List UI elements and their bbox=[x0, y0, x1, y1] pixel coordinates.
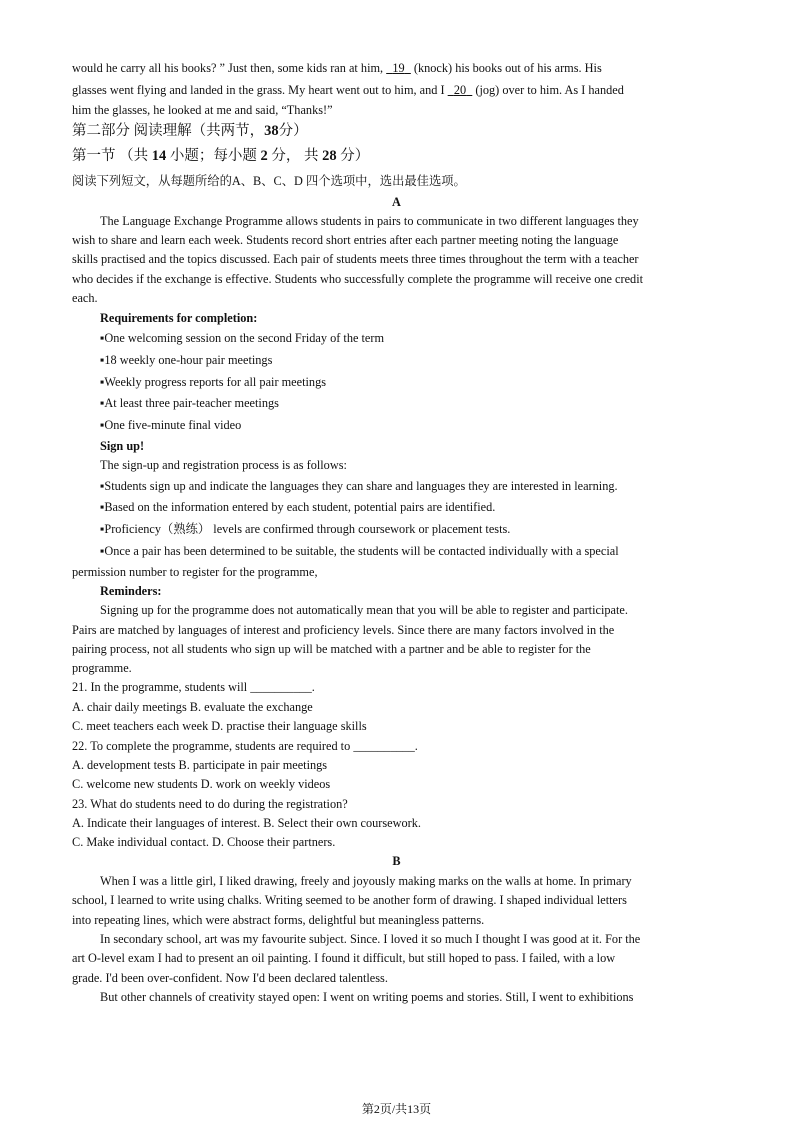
part-heading: 第二部分 阅读理解（共两节，38分） bbox=[72, 123, 308, 139]
blank-20: 20 bbox=[453, 83, 467, 97]
paragraph-line: pairing process, not all students who sign up will be matched with a partner and be able to register for the bbox=[72, 642, 591, 656]
question-options: A. development tests B. participate in pair meetings bbox=[72, 758, 328, 772]
question-stem: 22. To complete the programme, students are required to __________. bbox=[72, 739, 418, 753]
page-number: 第2页/共13页 bbox=[361, 1102, 432, 1116]
list-item: ▪At least three pair-teacher meetings bbox=[100, 396, 279, 410]
passage-label: B bbox=[392, 854, 401, 868]
subheading: Reminders: bbox=[100, 584, 162, 598]
passage-label: A bbox=[392, 195, 401, 209]
subheading: Sign up! bbox=[100, 439, 145, 453]
list-item: ▪Based on the information entered by each student, potential pairs are identified. bbox=[100, 500, 496, 514]
list-item: ▪Once a pair has been determined to be suitable, the students will be contacted individually with a special bbox=[100, 544, 619, 558]
paragraph-line: grade. I'd been over-confident. Now I'd been declared talentless. bbox=[72, 971, 388, 985]
paragraph-line: Signing up for the programme does not automatically mean that you will be able to register and participate. bbox=[100, 603, 628, 617]
question-options: C. meet teachers each week D. practise their language skills bbox=[72, 719, 367, 733]
question-options: A. chair daily meetings B. evaluate the exchange bbox=[72, 700, 313, 714]
paragraph-line: skills practised and the topics discussed. Each pair of students meets three times throughout the term with a teacher bbox=[72, 252, 639, 266]
question-options: C. welcome new students D. work on weekly videos bbox=[72, 777, 331, 791]
text-line: him the glasses, he looked at me and said, “Thanks!” bbox=[72, 103, 333, 117]
list-item: ▪Proficiency（熟练） levels are confirmed through coursework or placement tests. bbox=[100, 522, 511, 536]
section-heading: 第一节 （共 14 小题；每小题 2 分， 共 28 分） bbox=[72, 148, 370, 164]
paragraph-line: When I was a little girl, I liked drawing, freely and joyously making marks on the walls at home. In primary bbox=[100, 874, 632, 888]
paragraph-line: But other channels of creativity stayed open: I went on writing poems and stories. Still, I went to exhibitions bbox=[100, 990, 634, 1004]
list-item: ▪Students sign up and indicate the languages they can share and languages they are interested in learning. bbox=[100, 479, 618, 493]
paragraph-line: The sign-up and registration process is as follows: bbox=[100, 458, 347, 472]
instruction: 阅读下列短文，从每题所给的A、B、C、D 四个选项中，选出最佳选项。 bbox=[72, 174, 466, 188]
list-item: ▪18 weekly one-hour pair meetings bbox=[100, 353, 273, 367]
question-options: A. Indicate their languages of interest. B. Select their own coursework. bbox=[72, 816, 421, 830]
paragraph-line: into repeating lines, which were abstract forms, delightful but meaningless patterns. bbox=[72, 913, 485, 927]
paragraph-line: The Language Exchange Programme allows students in pairs to communicate in two different languages they bbox=[100, 214, 639, 228]
list-item: ▪One five-minute final video bbox=[100, 418, 242, 432]
question-options: C. Make individual contact. D. Choose their partners. bbox=[72, 835, 336, 849]
paragraph-line: school, I learned to write using chalks. Writing seemed to be another form of drawing. I shaped individual letters bbox=[72, 893, 627, 907]
paragraph-line: wish to share and learn each week. Students record short entries after each partner meeting noting the language bbox=[72, 233, 619, 247]
text-line: glasses went flying and landed in the grass. My heart went out to him, and I 20 (jog) over to him. As I handed bbox=[72, 81, 727, 100]
text-line: would he carry all his books? ” Just then, some kids ran at him, 19 (knock) his books out of his arms. His bbox=[72, 59, 727, 78]
list-item: ▪Weekly progress reports for all pair meetings bbox=[100, 375, 327, 389]
blank-19: 19 bbox=[392, 61, 405, 75]
paragraph-line: permission number to register for the programme, bbox=[72, 565, 318, 579]
paragraph-line: Pairs are matched by languages of interest and proficiency levels. Since there are many factors involved in the bbox=[72, 623, 615, 637]
question-stem: 21. In the programme, students will __________. bbox=[72, 680, 315, 694]
paragraph-line: each. bbox=[72, 291, 98, 305]
paragraph-line: In secondary school, art was my favourite subject. Since. I loved it so much I thought I was good at it. For the bbox=[100, 932, 641, 946]
subheading: Requirements for completion: bbox=[100, 311, 258, 325]
question-stem: 23. What do students need to do during the registration? bbox=[72, 797, 348, 811]
paragraph-line: who decides if the exchange is effective. Students who successfully complete the programme will receive one credit bbox=[72, 272, 644, 286]
paragraph-line: art O-level exam I had to present an oil painting. I found it difficult, but still hoped to pass. I failed, with a low bbox=[72, 951, 616, 965]
paragraph-line: programme. bbox=[72, 661, 132, 675]
list-item: ▪One welcoming session on the second Friday of the term bbox=[100, 331, 385, 345]
